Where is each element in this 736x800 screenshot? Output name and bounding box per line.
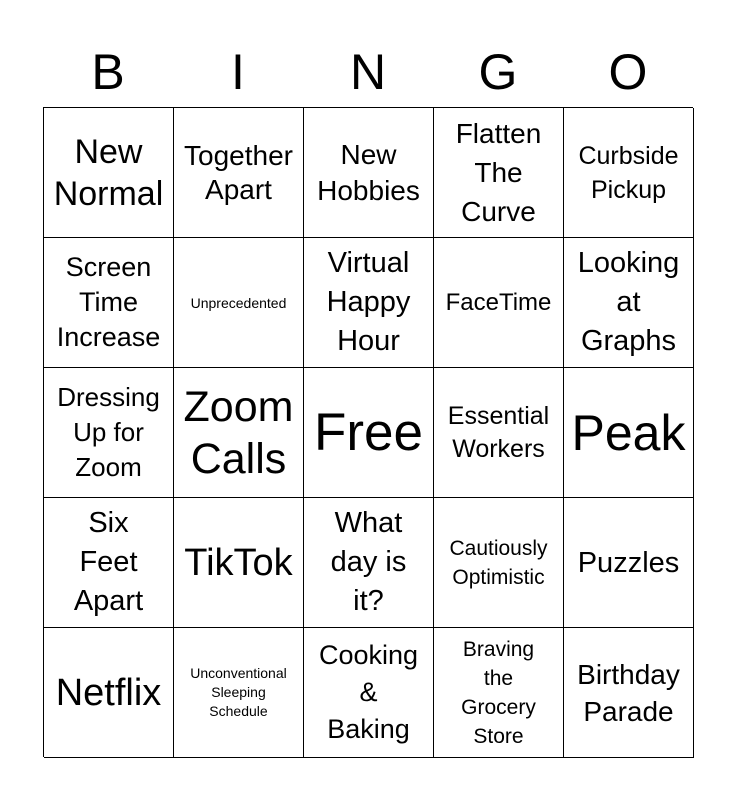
- cell-text: FaceTime: [445, 288, 552, 316]
- cell-text: Together Apart: [184, 139, 293, 205]
- cell-text: Puzzles: [577, 546, 680, 579]
- bingo-cell[interactable]: [434, 108, 564, 238]
- cell-text: Cautiously Optimistic: [449, 536, 548, 589]
- bingo-cell[interactable]: [564, 238, 694, 368]
- cell-text: Zoom Calls: [183, 382, 294, 483]
- cell-text: Dressing Up for Zoom: [57, 382, 160, 482]
- cell-text: New Hobbies: [317, 138, 420, 206]
- header-letter-o: O: [608, 44, 648, 100]
- bingo-cell[interactable]: [304, 108, 434, 238]
- cell-text: Flatten The Curve: [455, 118, 542, 227]
- cell-text: Birthday Parade: [577, 658, 680, 727]
- cell-text: Free: [314, 402, 423, 462]
- cell-text: Looking at Graphs: [577, 247, 680, 357]
- bingo-cell[interactable]: [44, 368, 174, 498]
- bingo-cell[interactable]: [434, 498, 564, 628]
- bingo-cell[interactable]: [44, 498, 174, 628]
- bingo-cell[interactable]: [564, 498, 694, 628]
- header-letter-i: I: [231, 44, 245, 100]
- cell-text: Six Feet Apart: [73, 507, 144, 617]
- bingo-cell[interactable]: [304, 628, 434, 758]
- bingo-cell[interactable]: [44, 108, 174, 238]
- bingo-cell[interactable]: [434, 368, 564, 498]
- bingo-cell[interactable]: [564, 108, 694, 238]
- bingo-cell[interactable]: [44, 628, 174, 758]
- header-letter-n: N: [349, 44, 387, 100]
- bingo-cell[interactable]: [174, 108, 304, 238]
- cell-text: Braving the Grocery Store: [461, 637, 536, 748]
- bingo-header: [43, 40, 693, 104]
- cell-text: Cooking & Baking: [318, 640, 419, 744]
- cell-text: Virtual Happy Hour: [326, 247, 411, 357]
- bingo-cell[interactable]: [304, 498, 434, 628]
- cell-text: Essential Workers: [447, 401, 550, 463]
- cell-text: Unprecedented: [190, 294, 287, 311]
- bingo-cell[interactable]: [304, 368, 434, 498]
- bingo-cell[interactable]: [44, 238, 174, 368]
- cell-text: TikTok: [184, 541, 293, 584]
- header-letter-g: G: [478, 44, 518, 100]
- header-letter-b: B: [91, 44, 125, 100]
- cell-text: What day is it?: [330, 507, 407, 617]
- bingo-cell[interactable]: [304, 238, 434, 368]
- bingo-cell[interactable]: [564, 368, 694, 498]
- cell-text: Netflix: [55, 671, 162, 714]
- cell-text: Curbside Pickup: [578, 141, 679, 204]
- cell-text: Screen Time Increase: [56, 252, 161, 352]
- cell-text: Peak: [571, 404, 686, 461]
- bingo-cell[interactable]: [174, 238, 304, 368]
- bingo-cell[interactable]: [434, 238, 564, 368]
- bingo-cell[interactable]: [564, 628, 694, 758]
- bingo-cell[interactable]: [434, 628, 564, 758]
- bingo-card-grid: [43, 107, 693, 757]
- cell-text: Unconventional Sleeping Schedule: [190, 665, 287, 719]
- cell-text: New Normal: [53, 132, 164, 213]
- bingo-cell[interactable]: [174, 498, 304, 628]
- bingo-cell[interactable]: [174, 368, 304, 498]
- bingo-cell[interactable]: [174, 628, 304, 758]
